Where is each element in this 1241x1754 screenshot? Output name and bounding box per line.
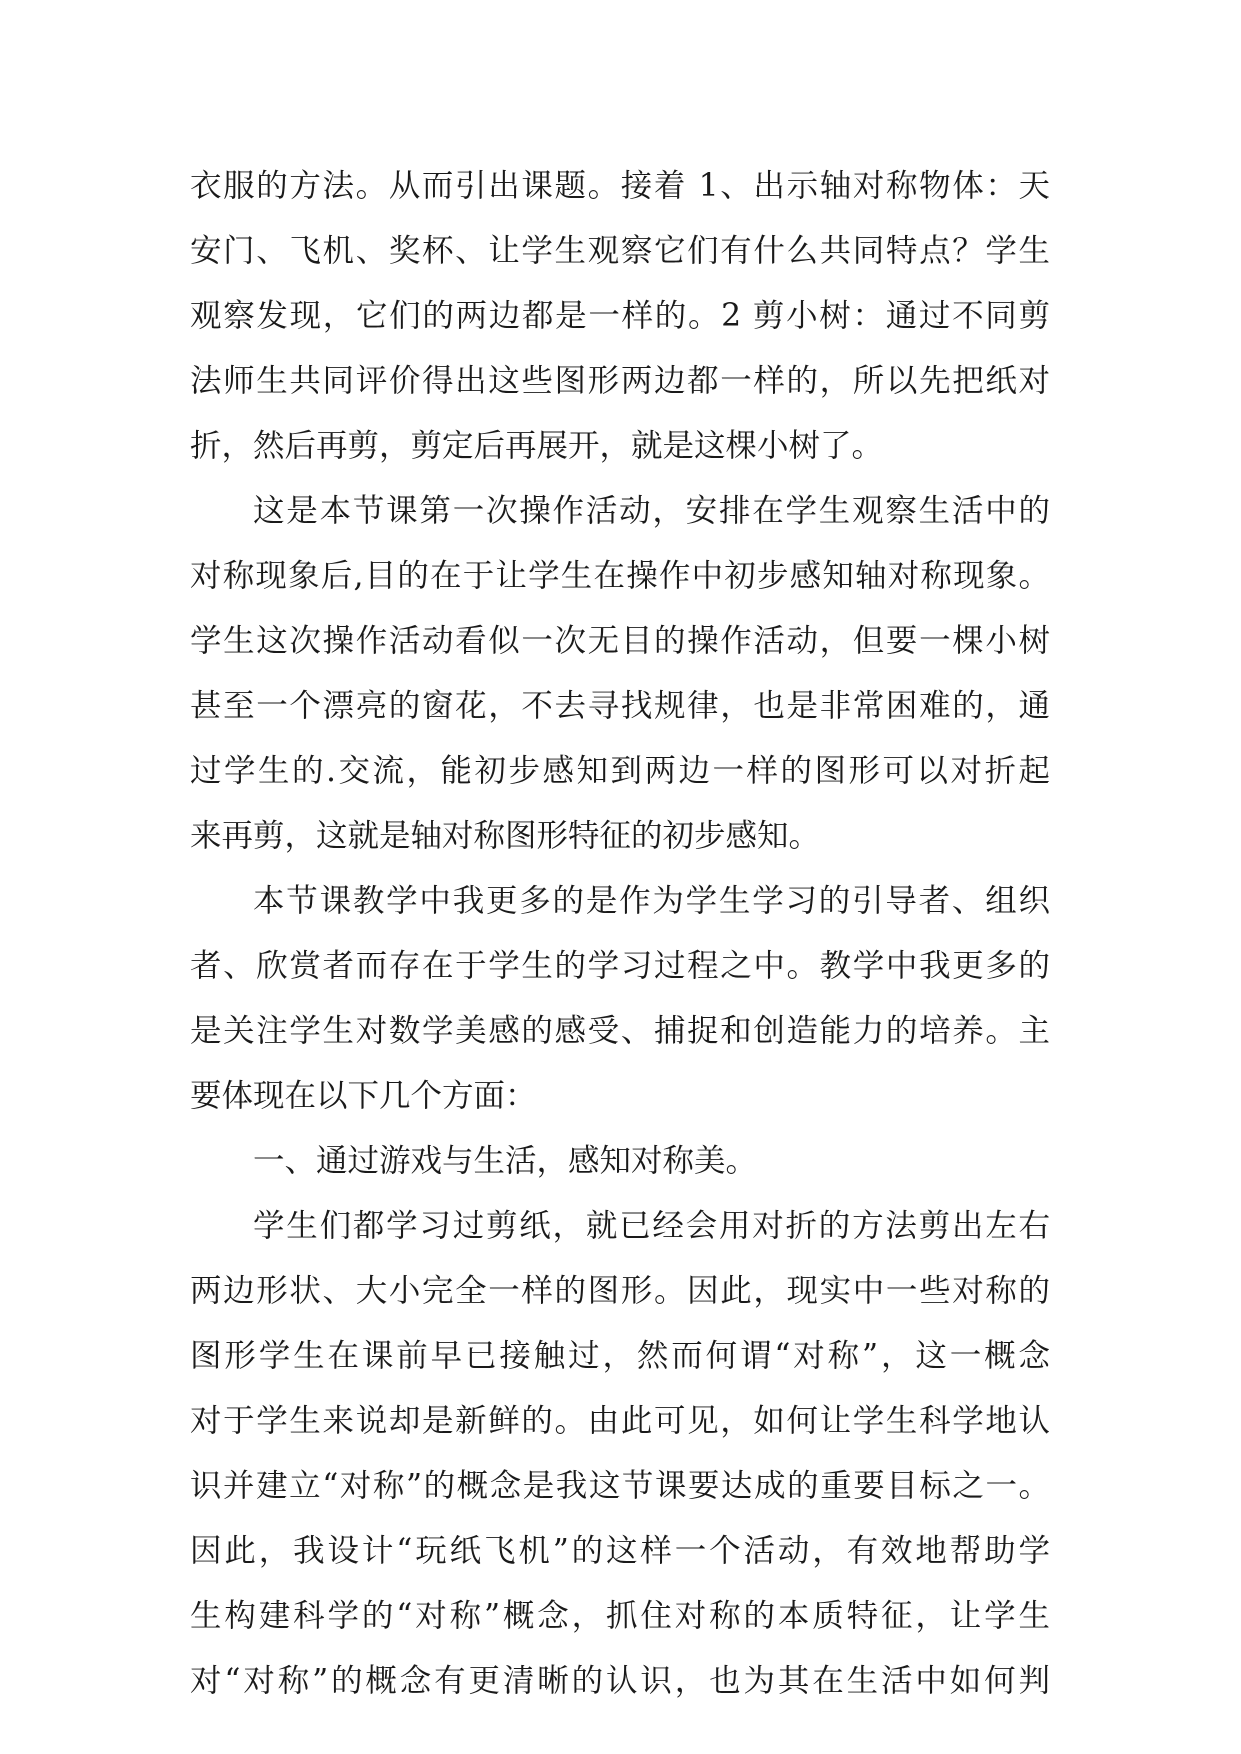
text-line: 图形学生在课前早已接触过，然而何谓“对称”，这一概念 <box>190 1338 1050 1374</box>
text-line: 这是本节课第一次操作活动，安排在学生观察生活中的 <box>253 493 1050 529</box>
text-line: 对“对称”的概念有更清晰的认识，也为其在生活中如何判 <box>190 1663 1050 1699</box>
section-heading: 一、通过游戏与生活，感知对称美。 <box>253 1143 758 1179</box>
text-line: 要体现在以下几个方面： <box>190 1078 537 1114</box>
text-line: 者、欣赏者而存在于学生的学习过程之中。教学中我更多的 <box>190 948 1050 984</box>
text-line: 甚至一个漂亮的窗花，不去寻找规律，也是非常困难的，通 <box>190 688 1050 724</box>
text-line: 来再剪，这就是轴对称图形特征的初步感知。 <box>190 818 821 854</box>
body-text <box>190 154 1050 1714</box>
text-line: 观察发现，它们的两边都是一样的。2 剪小树：通过不同剪 <box>190 298 1050 334</box>
text-line: 本节课教学中我更多的是作为学生学习的引导者、组织 <box>253 883 1050 919</box>
text-line: 是关注学生对数学美感的感受、捕捉和创造能力的培养。主 <box>190 1013 1050 1049</box>
text-line: 过学生的.交流，能初步感知到两边一样的图形可以对折起 <box>190 753 1050 789</box>
text-line: 因此，我设计“玩纸飞机”的这样一个活动，有效地帮助学 <box>190 1533 1050 1569</box>
text-line: 对称现象后,目的在于让学生在操作中初步感知轴对称现象。 <box>190 558 1050 594</box>
text-line: 衣服的方法。从而引出课题。接着 1、出示轴对称物体：天 <box>190 168 1050 204</box>
text-line: 学生这次操作活动看似一次无目的操作活动，但要一棵小树 <box>190 623 1050 659</box>
text-line: 两边形状、大小完全一样的图形。因此，现实中一些对称的 <box>190 1273 1050 1309</box>
text-line: 生构建科学的“对称”概念，抓住对称的本质特征，让学生 <box>190 1598 1050 1634</box>
text-line: 安门、飞机、奖杯、让学生观察它们有什么共同特点？学生 <box>190 233 1050 269</box>
text-line: 学生们都学习过剪纸，就已经会用对折的方法剪出左右 <box>253 1208 1050 1244</box>
text-line: 法师生共同评价得出这些图形两边都一样的，所以先把纸对 <box>190 363 1050 399</box>
text-line: 识并建立“对称”的概念是我这节课要达成的重要目标之一。 <box>190 1468 1050 1504</box>
text-line: 对于学生来说却是新鲜的。由此可见，如何让学生科学地认 <box>190 1403 1050 1439</box>
text-line: 折，然后再剪，剪定后再展开，就是这棵小树了。 <box>190 428 884 464</box>
